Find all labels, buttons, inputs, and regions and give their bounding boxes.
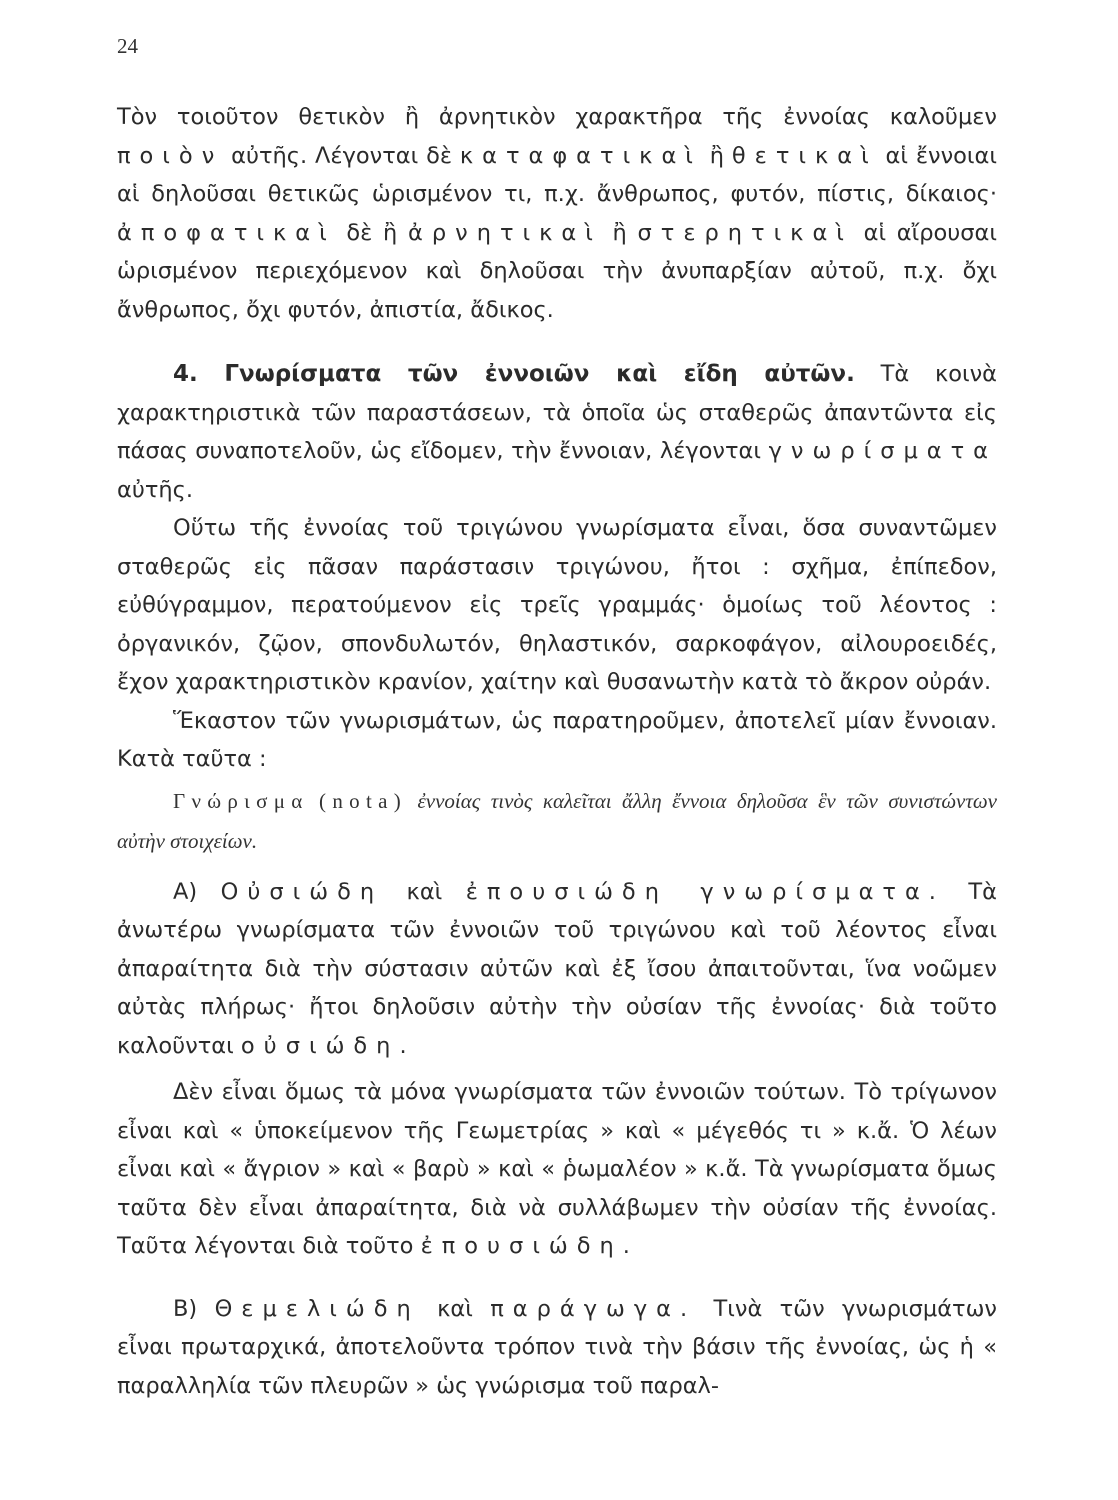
spaced-term: ποιὸν [117, 142, 224, 169]
spaced-term: οὐσιώδη [240, 1032, 400, 1059]
body-text [117, 98, 997, 1405]
spaced-term: καταφατικαὶ [459, 142, 702, 169]
definition-term: Γνώρισμα [173, 788, 309, 813]
spaced-term: ἀρνητικαὶ [408, 219, 602, 246]
spaced-term: ἐπουσιώδη [420, 1233, 623, 1259]
paragraph-nonessential: Δὲν εἶναι ὅμως τὰ μόνα γνωρίσματα τῶν ἐννοιῶν τούτων. Τὸ τρίγωνον εἶναι καὶ « ὑποκείμενον τῆς Γεωμετρίας » καὶ « μέγεθός τι » κ.ἄ. Ὁ λέων εἶναι καὶ « ἄγριον » καὶ « βαρὺ » καὶ « ῥωμαλέον » κ.ἄ. Τὰ γνωρίσματα ὅμως ταῦτα δὲν εἶναι ἀπαραίτητα, διὰ νὰ συλλάβωμεν τὴν οὐσίαν τῆς ἐννοίας. Ταῦτα λέγονται διὰ τοῦτο ἐπουσιώδη. [117, 1079, 997, 1259]
definition-latin: (nota) [319, 788, 407, 813]
spaced-term: ἐπουσιώδη γνωρίσματα. [465, 878, 945, 905]
section-title: 4. Γνωρίσματα τῶν ἐννοιῶν καὶ εἴδη αὐτῶν. [173, 361, 855, 387]
paragraph-examples: Οὕτω τῆς ἐννοίας τοῦ τριγώνου γνωρίσματα εἶναι, ὅσα συναντῶμεν σταθερῶς εἰς πᾶσαν παράστασιν τριγώνου, ἤτοι : σχῆμα, ἐπίπεδον, εὐθύγραμμον, περατούμενον εἰς τρεῖς γραμμάς· ὁμοίως τοῦ λέοντος : ὀργανικόν, ζῷον, σπονδυλωτόν, θηλαστικόν, σαρκοφάγον, αἰλουροειδές, ἔχον χαρακτηριστικὸν κρανίον, χαίτην καὶ θυσανωτὴν κατὰ τὸ ἄκρον οὐράν. [117, 515, 997, 695]
section-a: Α) Οὐσιώδη καὶ ἐπουσιώδη γνωρίσματα. Τὰ ἀνωτέρω γνωρίσματα τῶν ἐννοιῶν τοῦ τριγώνου καὶ τοῦ λέοντος εἶναι ἀπαραίτητα διὰ τὴν σύστασιν αὐτῶν καὶ ἐξ ἴσου ἀπαιτοῦνται, ἵνα νοῶμεν αὐτὰς πλήρως· ἤτοι δηλοῦσιν αὐτὴν τὴν οὐσίαν τῆς ἐννοίας· διὰ τοῦτο καλοῦνται οὐσιώδη. [117, 878, 997, 1059]
definition: Γνώρισμα (nota) ἐννοίας τινὸς καλεῖται ἄλλη ἔννοια δηλοῦσα ἓν τῶν συνιστώντων αὐτὴν στοιχείων. [117, 788, 997, 853]
page-number: 24 [117, 34, 138, 58]
spaced-term: θετικαὶ [731, 142, 878, 169]
spaced-term: παράγωγα. [490, 1295, 697, 1322]
spaced-term: Θεμελιώδη [214, 1295, 420, 1322]
spaced-term: ἀποφατικαὶ [117, 219, 336, 246]
section-4: 4. Γνωρίσματα τῶν ἐννοιῶν καὶ εἴδη αὐτῶν. Τὰ κοινὰ χαρακτηριστικὰ τῶν παραστάσεων, τὰ ὁποῖα ὡς σταθερῶς ἀπαντῶντα εἰς πάσας συναποτελοῦν, ὡς εἴδομεν, τὴν ἔννοιαν, λέγονται γνωρίσματα αὐτῆς. [117, 361, 998, 503]
paragraph-quality: Τὸν τοιοῦτον θετικὸν ἢ ἀρνητικὸν χαρακτῆρα τῆς ἐννοίας καλοῦμεν ποιὸν αὐτῆς. Λέγονται δὲ καταφατικαὶ ἢ θετικαὶ αἱ ἔννοιαι αἱ δηλοῦσαι θετικῶς ὡρισμένον τι, π.χ. ἄνθρωπος, φυτόν, πίστις, δίκαιος· ἀποφατικαὶ δὲ ἢ ἀρνητικαὶ ἢ στερητικαὶ αἱ αἴρουσαι ὡρισμένον περιεχόμενον καὶ δηλοῦσαι τὴν ἀνυπαρξίαν αὐτοῦ, π.χ. ὄχι ἄνθρωπος, ὄχι φυτόν, ἀπιστία, ἄδικος. [117, 104, 997, 323]
spaced-term: στερητικαὶ [637, 219, 853, 246]
spaced-term: γνωρίσματα [768, 438, 997, 464]
paragraph-each-mark: Ἕκαστον τῶν γνωρισμάτων, ὡς παρατηροῦμεν, ἀποτελεῖ μίαν ἔννοιαν. Κατὰ ταῦτα : [117, 707, 997, 772]
section-b: Β) Θεμελιώδη καὶ παράγωγα. Τινὰ τῶν γνωρισμάτων εἶναι πρωταρχικά, ἀποτελοῦντα τρόπον τινὰ τὴν βάσιν τῆς ἐννοίας, ὡς ἡ « παραλληλία τῶν πλευρῶν » ὡς γνώρισμα τοῦ παραλ- [117, 1295, 997, 1399]
spaced-term: Οὐσιώδη [220, 878, 384, 905]
